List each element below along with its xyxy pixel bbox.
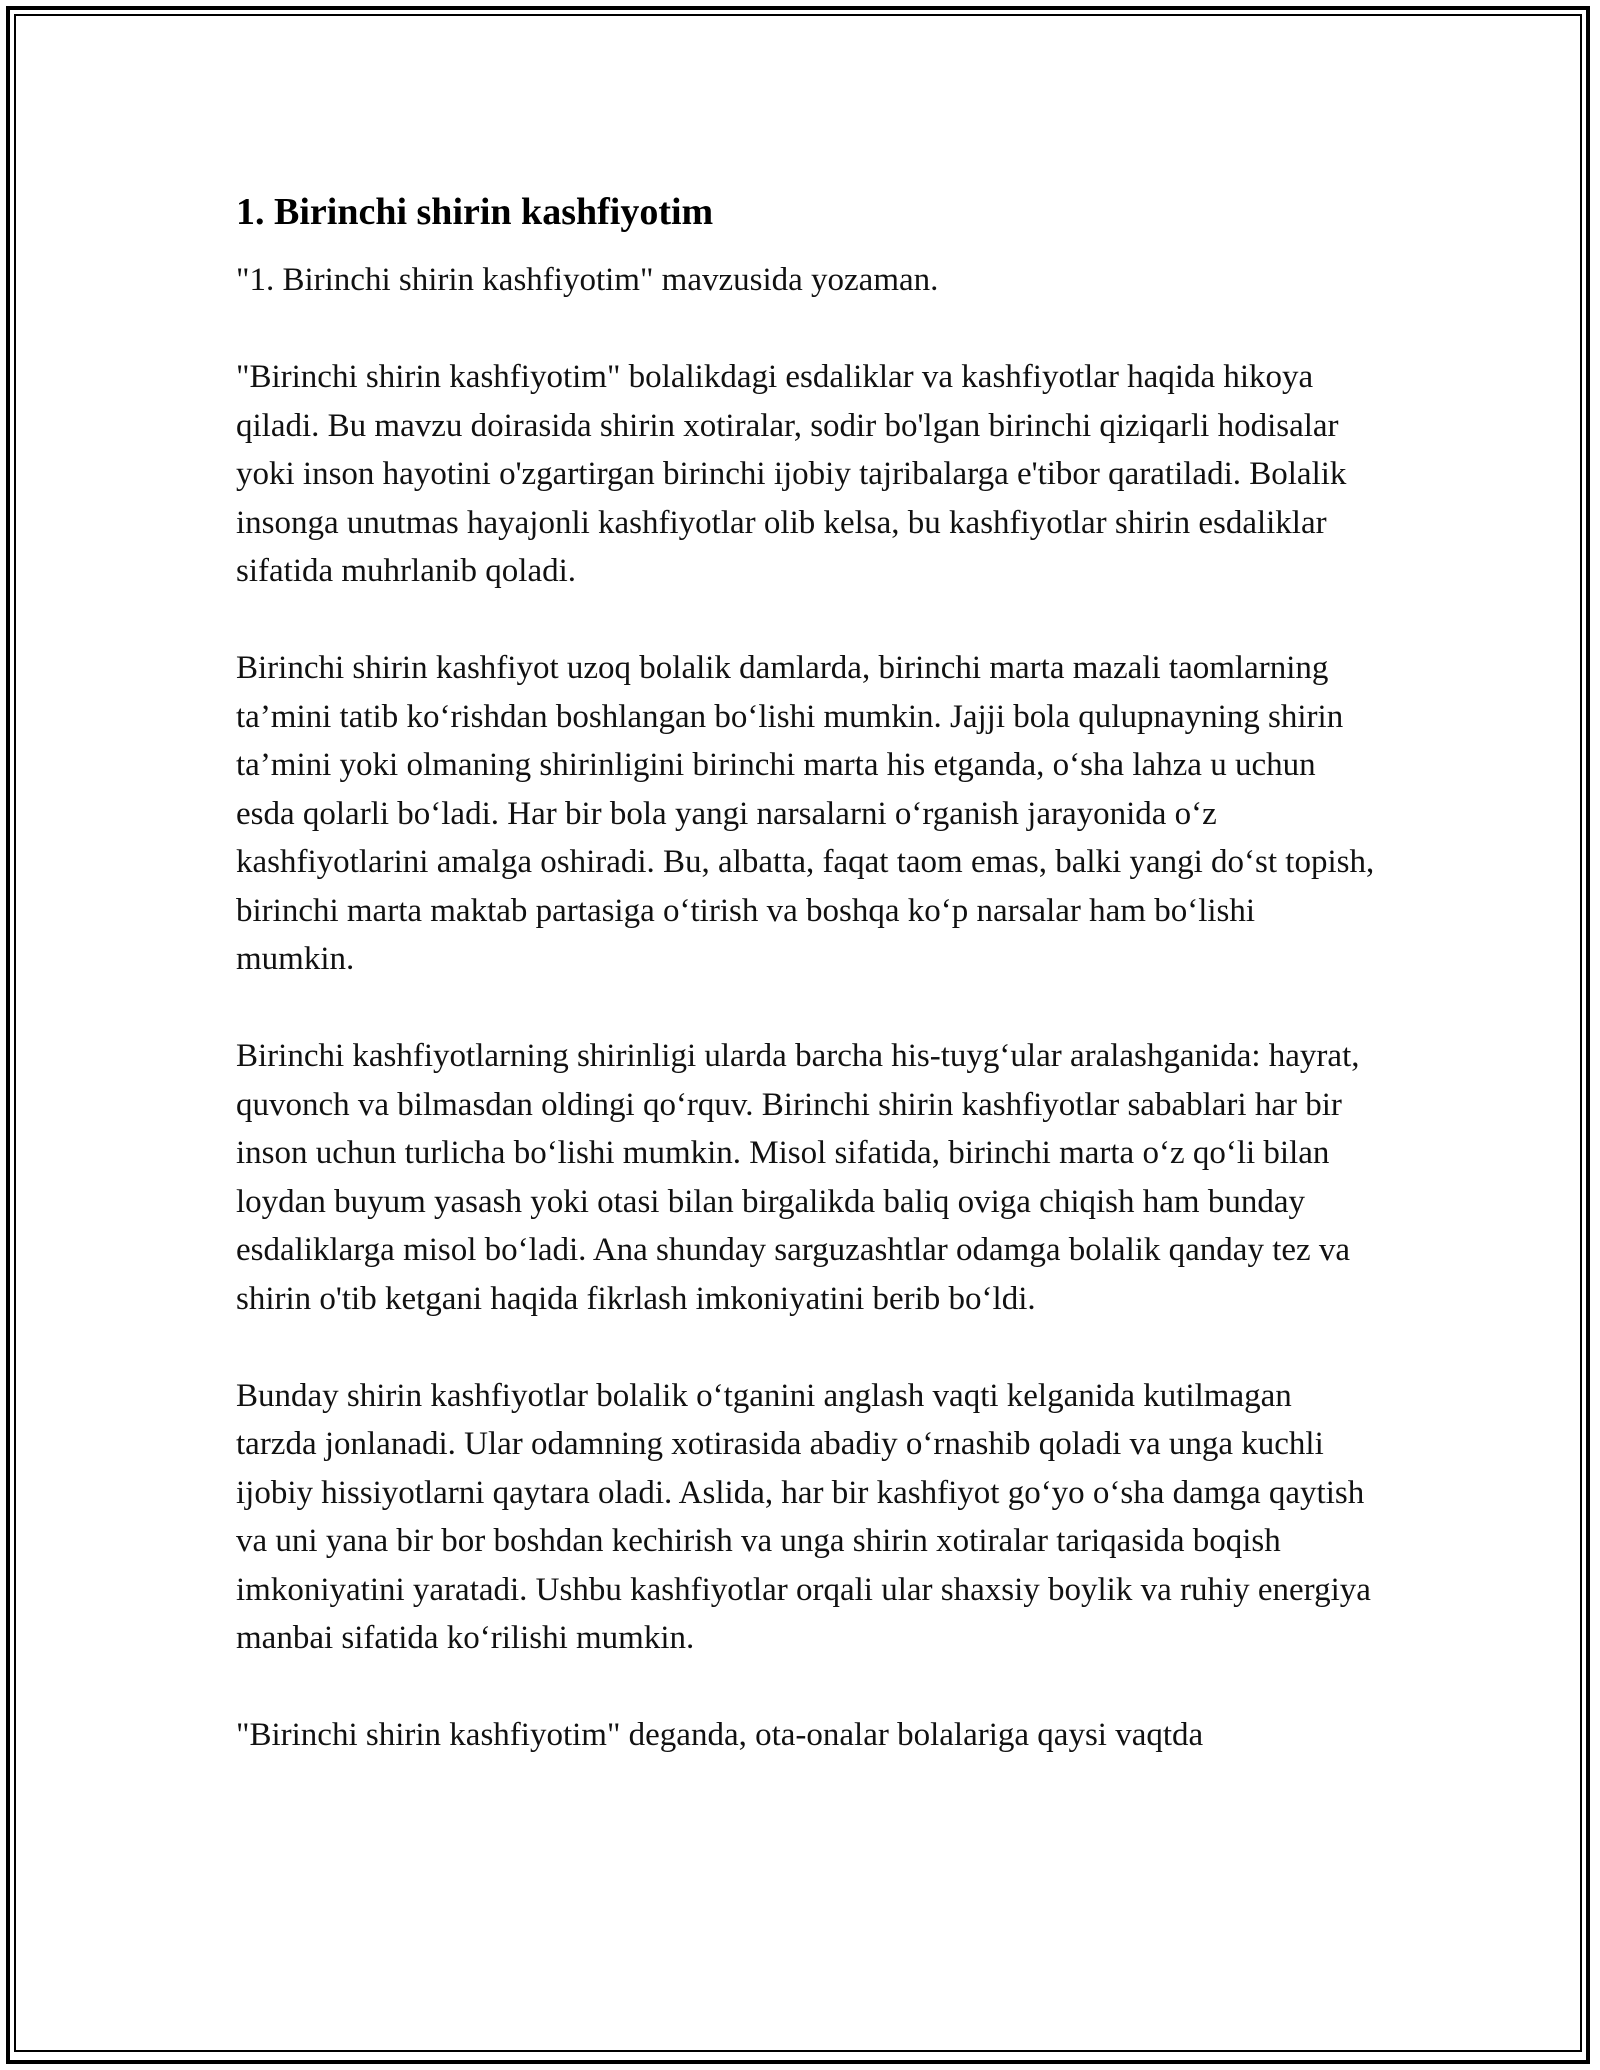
paragraph-5: "Birinchi shirin kashfiyotim" deganda, ota-onalar bolalariga qaysi vaqtda [236, 1717, 1204, 1753]
document-body [236, 188, 1376, 1760]
paragraph-1: "Birinchi shirin kashfiyotim" bolalikdagi esdaliklar va kashfiyotlar haqida hikoya qiladi. Bu mavzu doirasida shirin xotiralar, sodir bo'lgan birinchi qiziqarli hodisalar yoki inson hayotini o'zgartirgan birinchi ijobiy tajribalarga e'tibor qaratiladi. Bolalik insonga unutmas hayajonli kashfiyotlar olib kelsa, bu kashfiyotlar shirin esdaliklar sifatida muhrlanib qoladi. [236, 359, 1347, 589]
paragraph-3: Birinchi kashfiyotlarning shirinligi ularda barcha his-tuygʻular aralashganida: hayrat, quvonch va bilmasdan oldingi qoʻrquv. Birinchi shirin kashfiyotlar sabablari har bir inson uchun turlicha boʻlishi mumkin. Misol sifatida, birinchi marta oʻz qoʻli bilan loydan buyum yasash yoki otasi bilan birgalikda baliq oviga chiqish ham bunday esdaliklarga misol boʻladi. Ana shunday sarguzashtlar odamga bolalik qanday tez va shirin o'tib ketgani haqida fikrlash imkoniyatini berib boʻldi. [236, 1038, 1360, 1317]
paragraph-2: Birinchi shirin kashfiyot uzoq bolalik damlarda, birinchi marta mazali taomlarning ta’mini tatib koʻrishdan boshlangan boʻlishi mumkin. Jajji bola qulupnayning shirin ta’mini yoki olmaning shirinligini birinchi marta his etganda, oʻsha lahza u uchun esda qolarli boʻladi. Har bir bola yangi narsalarni oʻrganish jarayonida oʻz kashfiyotlarini amalga oshiradi. Bu, albatta, faqat taom emas, balki yangi doʻst topish, birinchi marta maktab partasiga oʻtirish va boshqa koʻp narsalar ham boʻlishi mumkin. [236, 650, 1375, 977]
paragraph-4: Bunday shirin kashfiyotlar bolalik oʻtganini anglash vaqti kelganida kutilmagan tarzda jonlanadi. Ular odamning xotirasida abadiy oʻrnashib qoladi va unga kuchli ijobiy hissiyotlarni qaytara oladi. Aslida, har bir kashfiyot goʻyo oʻsha damga qaytish va uni yana bir bor boshdan kechirish va unga shirin xotiralar tariqasida boqish imkoniyatini yaratadi. Ushbu kashfiyotlar orqali ular shaxsiy boylik va ruhiy energiya manbai sifatida koʻrilishi mumkin. [236, 1377, 1371, 1656]
paragraph-intro: "1. Birinchi shirin kashfiyotim" mavzusida yozaman. [236, 262, 939, 298]
document-heading: 1. Birinchi shirin kashfiyotim [236, 191, 714, 233]
